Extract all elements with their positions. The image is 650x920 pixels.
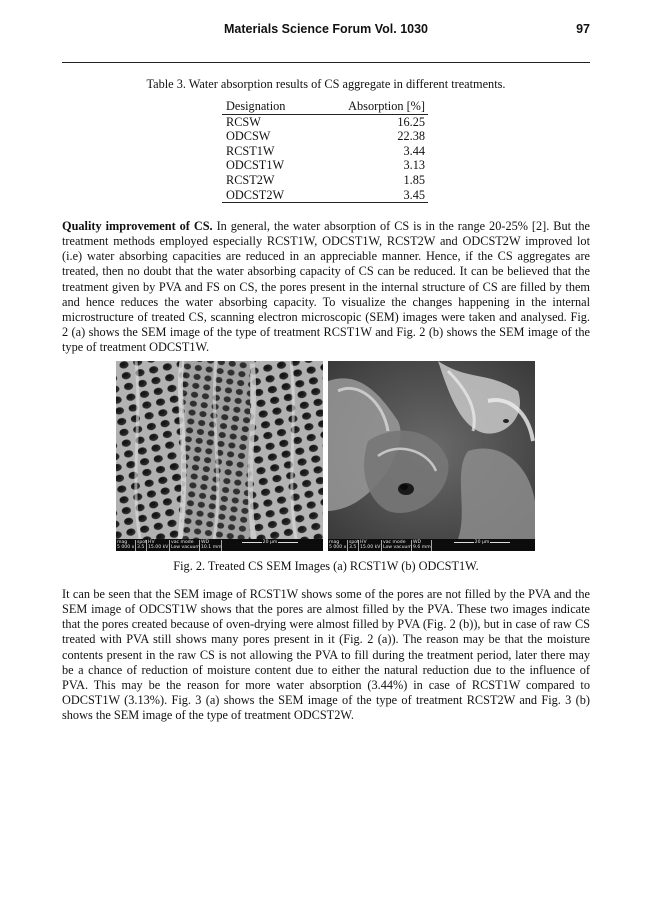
databar-label: mag <box>117 539 128 545</box>
table-row <box>222 158 428 173</box>
databar-label: WD <box>201 539 210 545</box>
table-caption: Table 3. Water absorption results of CS aggregate in different treatments. <box>146 77 506 91</box>
figure-caption: Fig. 2. Treated CS SEM Images (a) RCST1W (b) ODCST1W. <box>173 559 479 573</box>
databar-value: Low vacuum <box>383 544 412 550</box>
running-header <box>62 22 590 42</box>
section-heading: Quality improvement of CS. <box>62 219 213 233</box>
table-row <box>222 173 428 188</box>
body-paragraph-1 <box>62 219 590 355</box>
databar-label: mag <box>329 539 340 545</box>
databar-value: 9.6 mm <box>413 544 431 550</box>
table-row <box>222 188 428 203</box>
absorption-table <box>222 98 428 203</box>
sem-micrograph-filled <box>328 361 535 539</box>
designation-cell: RCST1W <box>226 143 275 158</box>
scale-bar <box>454 542 510 548</box>
sem-micrograph-porous <box>116 361 323 539</box>
sem-databar <box>328 539 535 551</box>
table-header-row <box>222 98 428 114</box>
designation-cell: ODCSW <box>226 129 271 144</box>
body-paragraph-2: It can be seen that the SEM image of RCST1W shows some of the pores are not filled by the PVA and the SEM image of ODCST1W shows that the pores are almost filled by the PVA. These two images indicate that the pores created because of oven-drying were almost filled by PVA (Fig. 2 (b)), but in case of raw CS treated with PVA still shows many pores present in it (Fig. 2 (a)). The reason may be that the moisture contents present in the raw CS is not allowing the PVA to fill during the treatment period, later there may be a chance of reduction of moisture content due to either the natural reduction due to the influence of PVA. This may be the reason for more water absorption (3.44%) in case of RCST1W compared to ODCST1W (3.13%). Fig. 3 (a) shows the SEM image of the type of treatment RCST2W and Fig. 3 (b) shows the SEM image of the type of treatment ODCST2W. <box>62 587 590 723</box>
table-row <box>222 144 428 159</box>
journal-title: Materials Science Forum Vol. 1030 <box>223 22 429 36</box>
column-header-absorption: Absorption [%] <box>313 98 428 114</box>
scale-bar <box>242 542 298 548</box>
databar-value: 15.00 kV <box>148 544 169 550</box>
databar-value: 5 000 x <box>117 544 135 550</box>
table-row <box>222 129 428 144</box>
databar-value: Low vacuum <box>171 544 200 550</box>
databar-value: 10.1 mm <box>201 544 222 550</box>
databar-label: spot <box>349 539 359 545</box>
databar-value: 15.00 kV <box>360 544 381 550</box>
header-rule <box>62 62 590 63</box>
sem-databar <box>116 539 323 551</box>
databar-label: vac mode <box>383 539 406 545</box>
absorption-cell: 22.38 <box>397 129 425 144</box>
column-header-designation: Designation <box>222 98 313 114</box>
databar-label: HV <box>148 539 155 545</box>
page-number: 97 <box>576 22 590 36</box>
databar-value: 3.5 <box>349 544 357 550</box>
scale-bar-label: 20 µm <box>262 540 278 545</box>
databar-label: HV <box>360 539 367 545</box>
sem-image-rcst1w <box>116 361 323 551</box>
table-row <box>222 114 428 129</box>
absorption-cell: 3.45 <box>313 188 428 203</box>
designation-cell: ODCST1W <box>226 158 285 173</box>
scale-bar-label: 20 µm <box>474 540 490 545</box>
absorption-cell: 3.44 <box>403 143 425 158</box>
absorption-cell: 1.85 <box>403 172 425 187</box>
databar-label: spot <box>137 539 147 545</box>
databar-label: WD <box>413 539 422 545</box>
designation-cell: RCSW <box>226 114 261 129</box>
absorption-cell: 16.25 <box>397 114 425 129</box>
paragraph-1-text: In general, the water absorption of CS is in the range 20-25% [2]. But the treatment methods employed especially RCST1W, ODCST1W, RCST2W and ODCST2W improved lot (i.e) water absorbing capacities are reduced in an appreciable manner. Hence, if the CS aggregates are treated, then no doubt that the water absorbing capacity of CS can be reduced. It can be believed that the treatment given by PVA and FS on CS, the pores present in the internal structure of CS are filled by them and hence reduces the water absorbing capacity. To visualize the changes happening in the internal microstructure of treated CS, scanning electron microscopic (SEM) images were taken and analysed. Fig. 2 (a) shows the SEM image of the type of treatment RCST1W and Fig. 2 (b) shows the SEM image of the type of treatment ODCST1W. <box>62 219 591 355</box>
absorption-cell: 3.13 <box>403 158 425 173</box>
designation-cell: RCST2W <box>226 172 275 187</box>
databar-label: vac mode <box>171 539 194 545</box>
databar-value: 3.5 <box>137 544 145 550</box>
databar-value: 5 000 x <box>329 544 347 550</box>
designation-cell: ODCST2W <box>222 188 313 203</box>
sem-image-odcst1w <box>328 361 535 551</box>
